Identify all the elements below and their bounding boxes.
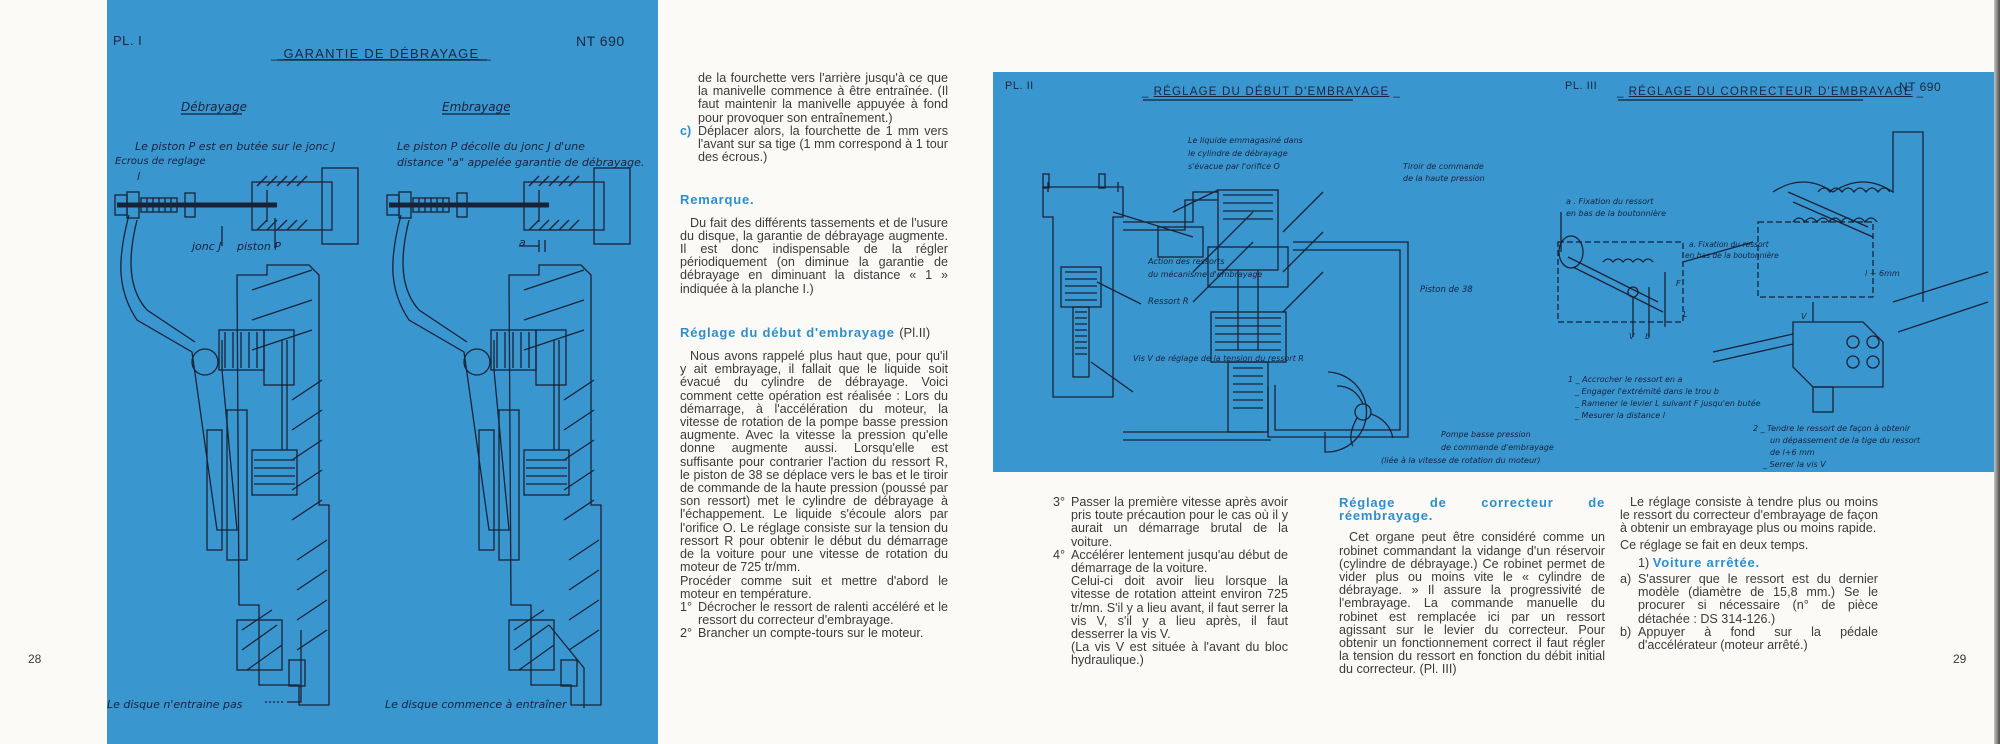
plate-2-3-band [993,72,1994,472]
instr-1-1: 1 _ Accrocher le ressort en a [1568,375,1683,384]
instr-1-2: _ Engager l'extrémité dans le trou b [1575,387,1719,396]
label-l: l [137,170,141,183]
plate-drawings [993,72,1994,472]
instr-1-3: _ Ramener le levier L suivant F jusqu'en butée [1575,399,1761,408]
list-marker: 4° [1053,547,1066,562]
note-fixation-2b: en bas de la boutonnière [1685,251,1779,260]
plate-ref: NT 690 [576,33,625,49]
list-item-step-4 [1053,549,1288,575]
label-lever-l: L [1683,310,1688,319]
note-liquide-1: Le liquide emmagasiné dans [1188,136,1303,145]
paragraph-intro: de la fourchette vers l'arrière jusqu'à ce que la manivelle commence à être entraînée. (Il faut maintenir la manivelle appuyée à fond pour provoquer son entraînement.) [698,71,948,125]
list-marker: 1° [680,599,693,614]
list-marker: 2° [680,626,693,641]
plate-2-number: PL. II [1005,80,1034,92]
note-action-1: Action des ressorts [1148,257,1225,266]
instr-2-2: un dépassement de la tige du ressort [1770,436,1921,445]
list-text: Accélérer lentement jusqu'au début de démarrage de la voiture. [1071,547,1288,576]
heading-correcteur: Réglage de correcteur de réembrayage. [1339,495,1605,524]
paragraph-reglage-1: Nous avons rappelé plus haut que, pour qu'il y ait embrayage, il fallait que le liquide soit évacué du cylindre de débrayage. Voici comment cette opération est réalisée : Lors du démarrage, à l'accélération du moteur, la vitesse de rotation de la pompe basse pression augmente. Avec la vitesse la pression qu'elle donne augmente aussi. Lorsqu'elle est suffisante pour contrarier l'action du ressort R, le piston de 38 se déplace vers le bas et le tiroir de commande de la haute pression (poussé par son ressort) met le cylindre de débrayage à l'échappement. Le liquide s'écoule alors par l'orifice O. Le réglage consiste sur la tension du ressort R pour obtenir le début du démarrage de la voiture pour une vitesse de rotation du moteur de 725 tr/mm. [680,349,948,575]
note-piston-38: Piston de 38 [1420,285,1473,295]
plate-3-title: _ RÉGLAGE DU CORRECTEUR D'EMBRAYAGE _ [1613,86,1928,98]
label-f: F [1676,279,1681,288]
plate-reference: (Pl.II) [899,324,931,340]
note-pompe-3: (liée à la vitesse de rotation du moteur) [1381,456,1541,465]
note-liquide-3: s'évacue par l'orifice O [1188,162,1280,171]
hydraulic-block-drawing [1043,174,1141,397]
text-column-right-1 [1053,496,1288,668]
paragraph-reglage-consiste: Le réglage consiste à tendre plus ou moins le ressort du correcteur d'embrayage de façon à obtenir un embrayage plus ou moins rapide. [1620,495,1878,536]
list-item-c [680,125,948,165]
page-number-left: 28 [28,652,42,666]
text-column-right-3 [1620,496,1878,652]
list-item-step-3 [1053,496,1288,549]
list-text: Brancher un compte-tours sur le moteur. [698,626,924,641]
note-tiroir-1: Tiroir de commande [1403,162,1484,171]
subheading-marker: 1) [1638,555,1650,570]
label-piston-p: piston P [237,240,281,253]
heading-text: Réglage du début d'embrayage [680,324,895,340]
text-column-right-2 [1339,496,1605,677]
paragraph-deux-temps: Ce réglage se fait en deux temps. [1620,537,1809,552]
control-valve-drawing [1113,190,1408,452]
list-text: Déplacer alors, la fourchette de 1 mm vers l'avant sur sa tige (1 mm correspond à 1 tour des écrous.) [698,123,948,165]
note-pompe-1: Pompe basse pression [1441,430,1531,439]
list-item-step-1 [680,601,948,627]
label-a: a [519,236,526,249]
plate-3-number: PL. III [1565,80,1598,92]
caption-debrayage: Le piston P est en butée sur le jonc J [135,140,336,153]
heading-reglage-debut [680,326,948,339]
heading-remarque: Remarque. [680,192,755,208]
note-pompe-2: de commande d'embrayage [1441,443,1554,452]
plate-title: _ GARANTIE DE DÉBRAYAGE _ [267,46,496,61]
instr-2-4: _ Serrer la vis V [1763,460,1826,469]
correcteur-drawing-left [1558,212,1683,337]
list-text: Appuyer à fond sur la pédale d'accélérateur (moteur arrêté.) [1638,624,1878,653]
note-fixation-2a: a. Fixation du ressort [1689,240,1769,249]
instr-2-3: de l+6 mm [1770,448,1815,457]
paragraph-remarque: Du fait des différents tassements et de l'usure du disque, la garantie de débrayage augmente. Il est donc indispensable de la régler périodiquement (on diminue la garantie de débrayage en diminuant la distance « 1 » indiquée à la planche I.) [680,215,948,296]
label-ecrous: Ecrous de reglage [115,156,206,167]
subheading-text: Voiture arrêtée. [1652,554,1760,570]
heading-debrayage: Débrayage [181,100,247,114]
note-vis-v: Vis V de réglage de la tension du ressort R [1133,354,1304,363]
note-liquide-2: le cylindre de débrayage [1188,149,1288,158]
note-action-2: du mécanisme d'embrayage [1148,270,1263,279]
list-text: S'assurer que le ressort est du dernier modèle (diamètre de 15,8 mm.) Se le procurer si nécessaire (n° de pièce détachée : DS 314-126.) [1638,572,1878,626]
paragraph-reglage-2: Procéder comme suit et mettre d'abord le moteur en température. [680,573,948,601]
paragraph-correcteur: Cet organe peut être considéré comme un robinet commandant la vidange d'un réservoir (cylindre de débrayage.) Ce robinet permet de vider plus ou moins vite le « cylindre de débrayage. » Il assure la progressivité de l'embrayage. La commande manuelle du robinet est remplacée ici par un ressort agissant sur le levier du correcteur. Pour obtenir un fonctionnement correct il faut régler la tension du ressort en fonction du débit initial du correcteur. (Pl. III) [1339,530,1605,677]
book-edge [1994,0,2000,744]
list-marker: c) [680,123,692,138]
caption-embrayage-1: Le piston P décolle du jonc J d'une [397,140,585,153]
note-tiroir-2: de la haute pression [1403,174,1485,183]
label-v: V [1629,332,1635,341]
heading-embrayage: Embrayage [442,100,511,114]
instr-2-1: 2 _ Tendre le ressort de façon à obtenir [1753,424,1911,433]
instr-1-4: _ Mesurer la distance l [1575,411,1665,420]
note-fixation-1b: en bas de la boutonnière [1566,209,1667,218]
list-marker: 3° [1053,495,1066,509]
label-jonc-j: jonc J [192,240,222,253]
paragraph-step-4-detail: Celui-ci doit avoir lieu lorsque la vitesse de rotation atteint environ 725 tr/mn. S'il y a lieu avant, il faut serrer la vis V, s'il y a lieu après, il faut desserrer la vis V. [1071,574,1288,642]
list-marker: a) [1620,572,1632,587]
plate-2-title: _ RÉGLAGE DU DÉBUT D'EMBRAYAGE _ [1138,86,1405,98]
plate-1-garantie-debrayage [107,0,658,744]
list-marker: b) [1620,624,1632,639]
list-item-b [1620,626,1878,652]
list-item-a [1620,573,1878,626]
subheading-voiture-arretee [1620,556,1878,570]
list-text: Décrocher le ressort de ralenti accéléré et le ressort du correcteur d'embrayage. [698,599,948,628]
caption-disque-right: Le disque commence à entraîner [385,698,567,711]
note-fixation-1a: a . Fixation du ressort [1566,197,1654,206]
correcteur-drawing-right [1683,132,1988,412]
label-v2: V [1801,312,1807,321]
plate-number: PL. I [113,33,143,48]
caption-disque-left: Le disque n'entraine pas [107,698,243,711]
list-item-step-2 [680,627,948,640]
paragraph-step-4-note: (La vis V est située à l'avant du bloc hydraulique.) [1071,640,1288,668]
note-l-plus-6mm: l + 6mm [1865,269,1900,278]
page-number-right: 29 [1953,652,1967,666]
list-text: Passer la première vitesse après avoir pris toute précaution pour le cas où il y aurait un démarrage brutal de la voiture. [1071,495,1288,549]
caption-embrayage-2: distance "a" appelée garantie de débrayage. [397,156,645,169]
note-ressort-r: Ressort R [1148,297,1189,307]
text-column-left [680,72,948,641]
embrayage-drawing [387,168,630,708]
plate-3-ref: NT 690 [1899,80,1942,94]
label-b: b [1645,332,1651,341]
